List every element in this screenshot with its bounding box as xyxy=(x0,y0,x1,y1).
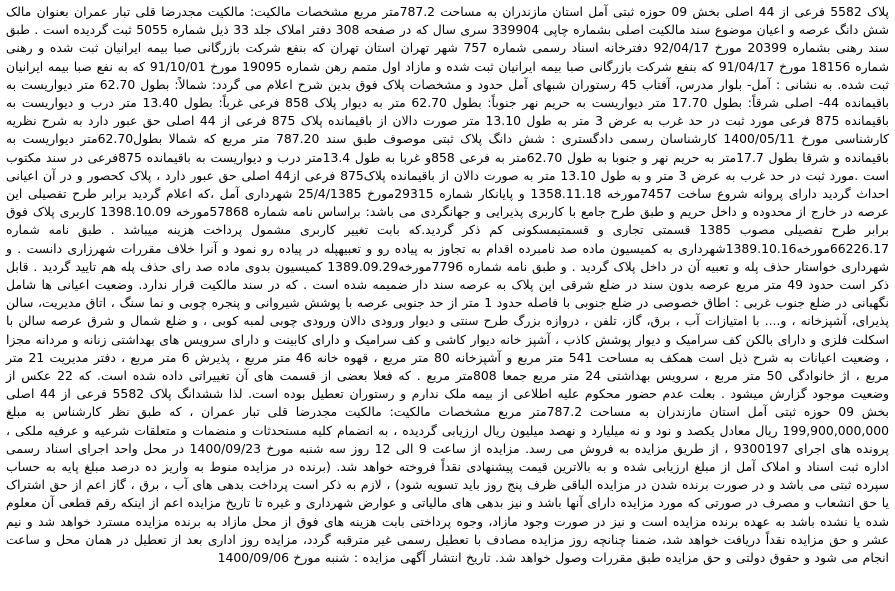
auction-notice-text: پلاک 5582 فرعی از 44 اصلی بخش 09 حوزه ثبتی آمل استان مازندران به مساحت 787.2متر مربع مشخصات مالکیت: مالکیت مجدرضا قلی تبار عمران بعنوان مالک شش دانگ عرصه و اعیان موضوع سند مالکیت اصلی بشماره چاپی 339904 سری سال که در صفحه 308 دفتر املاک جلد 33 ذیل شماره 5055 ثبت گردیده است . طبق سند رهنی بشماره 20399 مورخ 92/04/17 دفترخانه اسناد رسمی شماره 757 شهر تهران استان تهران که بنفع شرکت بازرگانی صبا بیمه ایرانیان ثبت شده و رهنی شماره 18156 مورخ 91/04/17 که بنفع شرکت بازرگانی صبا بیمه ایرانیان ثبت شده و مازاد اول متمم رهن شماره 19095 مورخ 91/10/01 که به نفع صبا بیمه ایرانیان ثبت شده. به نشانی : آمل- بلوار مدرس، آفتاب 45 رستوران شبهای آمل حدود و مشخصات پلاک فوق بدین شرح اعلام می گردد: شمالاً: بطول 62.70 متر دیواریست به باقیمانده 44- اصلی شرقاً: بطول 17.70 متر دیواریست به حریم نهر جنوباً: بطول 62.70 متر به دیوار پلاک 858 فرعی غرباً: بطول 13.40 متر درب و دیواریست به باقیمانده 875 فرعی مورد ثبت در حد غرب به عرض 3 متر به طول 13.10 متر صورت دالان از باقیمانده پلاک 875 فرعی از 44 اصلی حق عبور دارد به شرح نظریه کارشناسی مورخ 1400/05/11 کارشناسان رسمی دادگستری : شش دانگ پلاک ثبتی موصوف طبق سند 787.20 متر مربع که شمالا بطول62.70متر دیواریست به باقیمانده و شرقا بطول 17.7متر به حریم نهر و جنوبا به طول 62.70متر به فرعی 858و غربا به طول 13.4متر درب و دیواریست به باقیمانده 875فرعی در سند مکتوب است .مورد ثبت در حد غرب به عرض 3 متر و به طول 13.10 متر به صورت دالان از باقیمانده پلاک875 فرعی از44 اصلی حق عبور دارد ، پلاک کحصور و در آن اعیانی احداث گردید دارای پروانه شروع ساخت 7457مورخه 1358.11.18 و پایانکار شماره 29315مورخ 25/4/1385 شهرداری آمل ،که اعلام گردید برابر طرح تفصیلی این عرصه در خارج از محدوده و داخل حریم و طبق طرح جامع با کاربری پذیرایی و جهانگردی می باشد: براساس نامه شماره 57868مورخه 1398.10.09 کاربری پلاک فوق برابر طرح تفصیلی مصوب 1385 قسمتی تجاری و قسمتیمسکونی کم ذکر گردید.که بابت تغییر کاربری مشمول پرداخت هزینه میباشد . طبق نامه شماره 66226.17مورخه1389.10.16شهرداری به کمیسیون ماده صد نامبرده اقدام به تجاوز به پیاده رو و تعبیهپله در پیاده رو نمود و آنرا خلاف مقررات شهرزاری دانست . و شهرداری خواستار حذف پله و تعبیه آن در داخل پلاک گردید . و طبق نامه شماره 7796مورخه1389.09.29 کمیسیون بدوی ماده صد رای حذف پله هم تایید گردید . قابل ذکر است حدود 49 متر مربع عرصه بدون سند در ضلع شرقی این پلاک به عرصه سند دار ضمیمه شده است . که در سند مالکیت قرار ندارد. وضعیت اعیانی ها شامل نگهبانی در ضلع جنوب غربی : اطاق خصوصی در ضلع جنوبی با فاصله حدود 1 متر از حد جنوبی عرصه با پوشش شیروانی و پنجره چوبی و نما سنگ ، اتاق مدیریت، سالن پذیرای، آشپزخانه ، و.... با امتیازات آب ، برق، گاز، تلفن ، دروازه بزرگ طرح سنتی و دیوار ورودی دالان ورودی چوبی لمبه کوبی ، و ضلع شمال و شرق عرصه سالن با اسکلت فلزی و دارای بالکن کف سرامیک و دیوار پوشش کاذب ، آشپز خانه دیوار کاشی و کف سرامیک و دارای کابینت و دارای سرویس های بهداشتی زنانه و مردانه مجزا ، وضعیت اعیانات به شرح ذیل است همکف به مساحت 541 متر مربع و آشپزخانه 80 متر مربع ، قهوه خانه 46 متر مربع ، پذیرش 6 متر مربع ، دفتر مدیریت 21 متر مربع ، اژ خانوادگی 50 متر مربع ، سرویس بهداشتی 24 متر مربع جمعا 808متر مربع . که فعلا بعضی از قسمت های آن تغییراتی داده شده است. که 22 عکس از وضعیت موجود گزارش میشود . بعلت عدم حضور محکوم علیه اطلاعی از بیمه ملک ندارم و رستوران تعطیل بوده است. لذا ششدانگ پلاک 5582 فرعی از 44 اصلی بخش 09 حوزه ثبتی آمل استان مازندران به مساحت 787.2متر مربع مشخصات مالکیت: مالکیت مجدرضا قلی تبار عمران ، که طبق نظر کارشناس به مبلغ 199,900,000,000 ریال معادل یکصد و نود و نه میلیارد و نهصد میلیون ریال ارزیابی گردیده ، به انضمام کلیه مستحدثات و منضمات و متعلقات شرعیه و عرفیه ملکی ، پرونده های اجرای 9300197 ، از طریق مزایده به فروش می رسد. مزایده از ساعت 9 الی 12 روز سه شنبه مورخ 1400/09/23 در محل واحد اجرای اسناد رسمی اداره ثبت اسناد و املاک آمل از مبلغ ارزیابی شده و به بالاترین قیمت پیشنهادی نقداً فروخته خواهد شد. (برنده در مزایده منوط به واریز ده درصد مبلغ پایه به حساب سپرده ثبتی می باشد و در صورت برنده شدن در مزایده الباقی ظرف پنج روز باید تسویه شود) ، لازم به ذکر است پرداخت بدهی های آب ، برق ، گاز اعم از حق اشتراک یا حق انشعاب و مصرف در صورتی که مورد مزایده دارای آنها باشد و نیز بدهی های مالیاتی و عوارض شهرداری و غیره تا تاریخ مزایده اعم از اینکه رقم قطعی آن معلوم شده یا نشده باشد به عهده برنده مزایده است و نیز در صورت وجود مازاد، وجوه پرداختی بابت هزینه های فوق از محل مازاد به برنده مزایده مسترد خواهد شد و نیم عشر و حق مزایده نقداً دریافت خواهد شد، ضمنا چنانچه روز مزایده مصادف با تعطیل رسمی غیر مترقبه گردد، مزایده روز اداری بعد از تعطیل در همان محل و ساعت انجام می شود و حقوق دولتی و حق مزایده طبق مقررات وصول خواهد شد. تاریخ انتشار آگهی مزایده : شنبه مورخ 1400/09/06 xyxy=(6,4,890,566)
